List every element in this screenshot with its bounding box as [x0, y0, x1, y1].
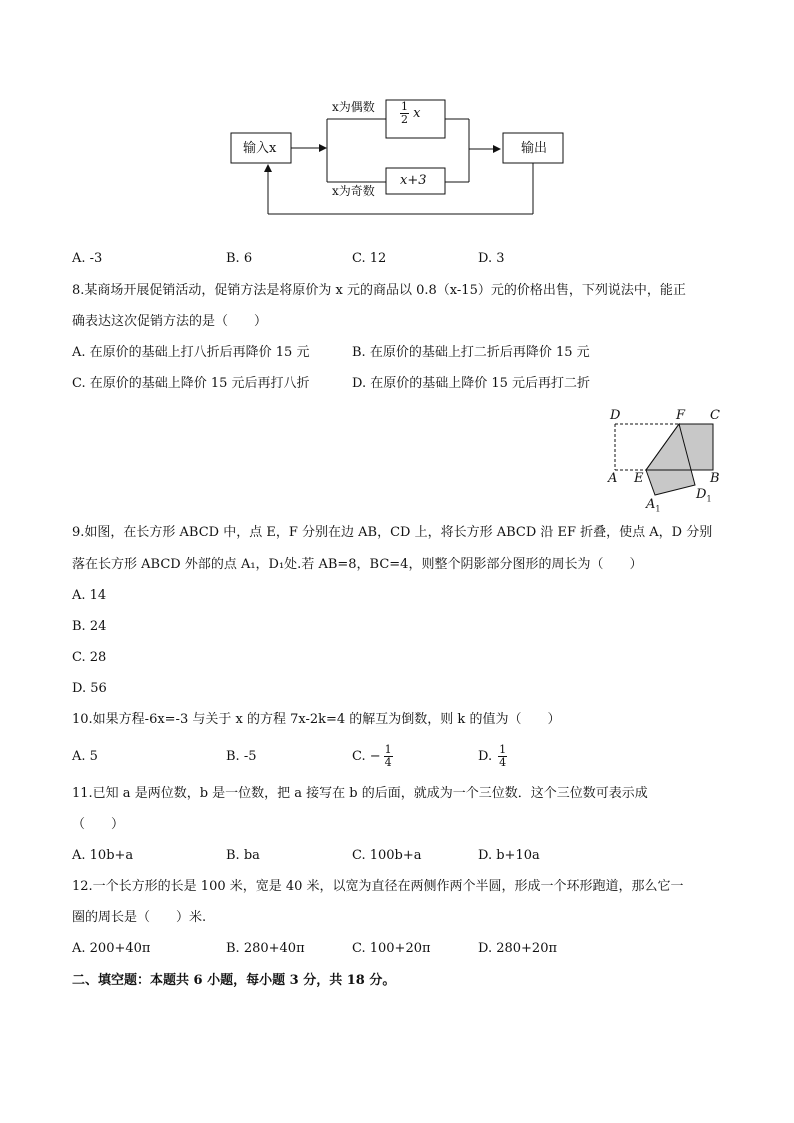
flow-even-fraction: $\frac{1}{2}$: [401, 100, 408, 126]
q11-stem-line2: （ ）: [72, 817, 125, 832]
q9-option-b: B. 24: [72, 619, 107, 634]
q8-option-c: C. 在原价的基础上降价 15 元后再打八折: [72, 376, 310, 391]
label-D: D: [610, 408, 621, 423]
section-2-heading: 二、填空题：本题共 6 小题，每小题 3 分，共 18 分。: [72, 973, 396, 988]
q12-option-c: C. 100+20π: [352, 941, 431, 956]
flowchart: [225, 92, 570, 220]
q8-option-d: D. 在原价的基础上降价 15 元后再打二折: [352, 376, 591, 391]
q10-option-c: C. − $\frac{1}{4}$: [352, 742, 392, 769]
label-A: A: [608, 471, 618, 486]
q11-option-b: B. ba: [226, 848, 260, 863]
q8-stem-line2: 确表达这次促销方法的是（ ）: [72, 314, 268, 329]
q10-option-d-fraction: $\frac{1}{4}$: [499, 742, 507, 769]
q9-option-d: D. 56: [72, 681, 107, 696]
q12-stem-line1: 12.一个长方形的长是 100 米，宽是 40 米，以宽为直径在两侧作两个半圆，形成一个环形跑道，那么它一: [72, 879, 684, 894]
q12-stem-line2: 圈的周长是（ ）米.: [72, 910, 207, 925]
flow-odd-op: x+3: [400, 173, 427, 188]
q8-option-a: A. 在原价的基础上打八折后再降价 15 元: [72, 345, 310, 360]
q12-option-a: A. 200+40π: [72, 941, 151, 956]
q12-option-d: D. 280+20π: [478, 941, 558, 956]
q11-option-a: A. 10b+a: [72, 848, 134, 863]
flow-odd-label: x为奇数: [332, 184, 375, 198]
q7-option-c: C. 12: [352, 251, 387, 266]
q10-option-d: D. $\frac{1}{4}$: [478, 742, 507, 769]
flow-output-label: 输出: [521, 141, 548, 156]
q10-option-a: A. 5: [72, 749, 98, 764]
q9-option-a: A. 14: [72, 588, 107, 603]
q9-figure: [600, 405, 730, 517]
q11-option-d: D. b+10a: [478, 848, 540, 863]
q7-option-a: A. -3: [72, 251, 103, 266]
q10-option-b: B. -5: [226, 749, 257, 764]
flowchart-diagram: [225, 92, 570, 220]
q7-option-b: B. 6: [226, 251, 253, 266]
q11-stem-line1: 11.已知 a 是两位数，b 是一位数，把 a 接写在 b 的后面，就成为一个三位数．这个三位数可表示成: [72, 786, 648, 801]
label-A1: $A_1$: [646, 497, 661, 514]
label-E: E: [634, 471, 644, 486]
label-D1: $D_1$: [696, 487, 712, 504]
label-F: F: [676, 408, 686, 423]
q7-option-d: D. 3: [478, 251, 505, 266]
flow-even-var: x: [413, 106, 421, 121]
flow-even-label: x为偶数: [332, 100, 375, 114]
q11-option-c: C. 100b+a: [352, 848, 422, 863]
q12-option-b: B. 280+40π: [226, 941, 305, 956]
q9-stem-line1: 9.如图，在长方形 ABCD 中，点 E，F 分别在边 AB，CD 上，将长方形 ABCD 沿 EF 折叠，使点 A，D 分别: [72, 525, 713, 540]
q9-option-c: C. 28: [72, 650, 107, 665]
q10-stem: 10.如果方程-6x=-3 与关于 x 的方程 7x-2k=4 的解互为倒数，则 k 的值为（ ）: [72, 712, 561, 727]
q9-stem-line2: 落在长方形 ABCD 外部的点 A₁，D₁处.若 AB=8，BC=4，则整个阴影部分图形的周长为（ ）: [72, 557, 643, 572]
q8-option-b: B. 在原价的基础上打二折后再降价 15 元: [352, 345, 590, 360]
flow-input-label: 输入x: [243, 141, 277, 156]
flow-even-op: [400, 101, 420, 126]
label-C: C: [710, 408, 720, 423]
label-B: B: [710, 471, 720, 486]
q10-option-c-fraction: $\frac{1}{4}$: [384, 742, 392, 769]
q8-stem-line1: 8.某商场开展促销活动，促销方法是将原价为 x 元的商品以 0.8（x-15）元的价格出售，下列说法中，能正: [72, 283, 686, 298]
